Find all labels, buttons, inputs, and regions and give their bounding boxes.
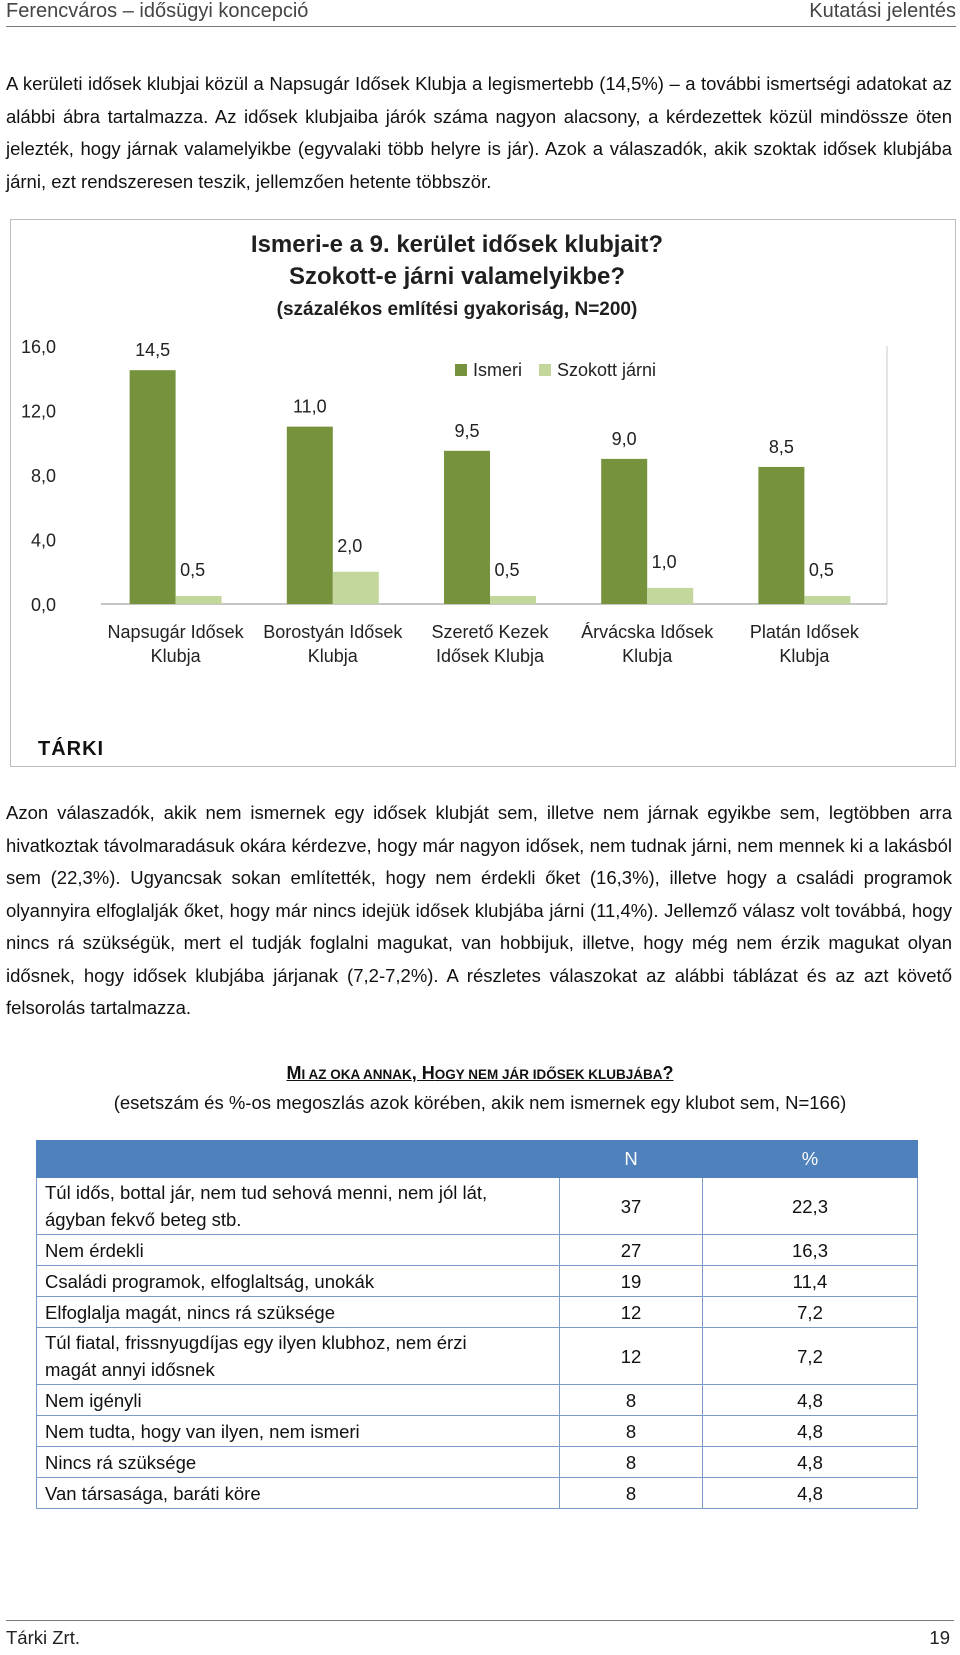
y-tick-label: 8,0 (30, 466, 56, 486)
bar-ismeri (758, 467, 804, 604)
x-category-label: Klubja (779, 646, 830, 666)
y-tick-label: 16,0 (20, 337, 56, 357)
reason-pct-cell: 7,2 (703, 1297, 918, 1328)
reason-label-line: Nincs rá szüksége (45, 1451, 197, 1473)
table-row (37, 1385, 918, 1416)
x-category-label: Árvácska Idősek (581, 622, 714, 642)
reason-n-cell: 37 (560, 1178, 703, 1235)
header-doc-type: Kutatási jelentés (809, 0, 956, 22)
chart-title: Ismeri-e a 9. kerület idősek klubjait? (250, 231, 664, 258)
data-label: 14,5 (135, 340, 171, 361)
reason-label-cell (37, 1266, 560, 1297)
bar-ismeri (601, 459, 647, 604)
x-category-label: Platán Idősek (749, 622, 859, 642)
bar-szokott-jarni (490, 596, 536, 604)
reason-pct-cell: 16,3 (703, 1235, 918, 1266)
title-part-big: ? (662, 1063, 674, 1083)
reason-label-cell (37, 1178, 560, 1235)
data-label: 9,0 (611, 428, 637, 449)
data-label: 2,0 (337, 535, 363, 556)
y-tick-label: 0,0 (30, 595, 56, 615)
chart-note: (százalékos említési gyakoriság, N=200) (276, 299, 638, 320)
legend-label: Szokott járni (557, 360, 657, 380)
x-category-label: Napsugár Idősek (107, 622, 244, 642)
reasons-paragraph: Azon válaszadók, akik nem ismernek egy idősek klubját sem, illetve nem járnak egyikbe sem, legtöbben arra hivatkoztak távolmaradásuk okára kérdezve, hogy már nagyon idősek, nem tudnak járni, nem mennek ki a lakásból sem (22,3%). Ugyancsak sokan említették, hogy nem érdekli őket (16,3%), illetve hogy a családi programok olyannyira elfoglalják őket, hogy már nincs idejük idősek klubjába járni (11,4%). Jellemző válasz volt továbbá, hogy nincs rá szükségük, mert el tudják foglalni magukat, van hobbijuk, illetve, hogy még nem érzik magukat olyan idősnek, hogy idősek klubjába járjanak (7,2-7,2%). A részletes válaszokat az alábbi táblázat és az azt követő felsorolás tartalmazza. (6, 802, 952, 1018)
reason-label-cell (37, 1478, 560, 1509)
reason-label-line: Nem érdekli (45, 1239, 144, 1261)
footer-company: Tárki Zrt. (6, 1627, 80, 1648)
x-category-label: Klubja (150, 646, 201, 666)
header-pct-cell: % (703, 1141, 918, 1178)
reason-label-line: Van társasága, baráti köre (45, 1482, 261, 1504)
bar-szokott-jarni (647, 588, 693, 604)
table-row (37, 1478, 918, 1509)
reason-n-cell: 8 (560, 1416, 703, 1447)
header-label-cell (37, 1141, 560, 1178)
reason-pct-cell: 4,8 (703, 1447, 918, 1478)
legend-swatch-ismeri (455, 364, 467, 376)
data-label: 9,5 (454, 420, 480, 441)
reason-label-cell (37, 1297, 560, 1328)
tarki-logo: TÁRKI (38, 738, 105, 760)
reason-label-cell (37, 1416, 560, 1447)
title-part-big: M (286, 1063, 302, 1083)
reason-pct-cell: 4,8 (703, 1385, 918, 1416)
reason-label-cell (37, 1447, 560, 1478)
legend-swatch-szokott-jarni (539, 364, 551, 376)
data-label: 11,0 (292, 396, 327, 417)
table-row (37, 1447, 918, 1478)
bar-szokott-jarni (804, 596, 850, 604)
reason-label-line: Elfoglalja magát, nincs rá szüksége (45, 1301, 335, 1323)
reason-pct-cell: 7,2 (703, 1328, 918, 1385)
table-title (0, 1063, 960, 1084)
chart-subtitle: Szokott-e járni valamelyikbe? (288, 263, 626, 290)
intro-paragraph: A kerületi idősek klubjai közül a Napsugár Idősek Klubja a legismertebb (14,5%) – a további ismertségi adatokat az alábbi ábra tartalmazza. Az idősek klubjaiba járók száma nagyon alacsony, a kérdezettek közül mindössze öten jelezték, hogy járnak valamelyikbe (egyvalaki több helyre is jár). Azok a válaszadók, akik szoktak idősek klubjába járni, ezt rendszeresen teszik, jellemzően hetente többször. (6, 73, 952, 192)
page-header (6, 0, 956, 27)
reason-n-cell: 8 (560, 1385, 703, 1416)
reason-label-line: Túl fiatal, frissnyugdíjas egy ilyen klubhoz, nem érzi (45, 1332, 467, 1353)
reason-n-cell: 8 (560, 1447, 703, 1478)
reason-n-cell: 27 (560, 1235, 703, 1266)
reason-n-cell: 12 (560, 1328, 703, 1385)
page-footer (6, 1620, 954, 1651)
club-awareness-chart (10, 219, 956, 767)
title-part-small: I AZ OKA ANNAK (301, 1067, 412, 1082)
reason-label-line: Nem tudta, hogy van ilyen, nem ismeri (45, 1420, 360, 1442)
data-label: 0,5 (494, 559, 520, 580)
table-subtitle: (esetszám és %-os megoszlás azok körében, akik nem ismernek egy klubot sem, N=166) (113, 1092, 847, 1113)
data-label: 8,5 (768, 436, 794, 457)
reason-pct-cell: 22,3 (703, 1178, 918, 1235)
title-part-big: , H (411, 1063, 435, 1083)
reason-label-line: Családi programok, elfoglaltság, unokák (45, 1270, 375, 1292)
reason-label-cell (37, 1235, 560, 1266)
bar-ismeri (444, 451, 490, 604)
reason-n-cell: 12 (560, 1297, 703, 1328)
data-label: 0,5 (180, 559, 206, 580)
table-row (37, 1297, 918, 1328)
y-tick-label: 4,0 (30, 530, 56, 551)
y-tick-label: 12,0 (20, 401, 56, 422)
chart-canvas (11, 220, 955, 766)
reason-label-cell (37, 1385, 560, 1416)
table-row (37, 1416, 918, 1447)
data-label: 1,0 (651, 551, 677, 572)
header-n-cell: N (560, 1141, 703, 1178)
reason-label-line: Túl idős, bottal jár, nem tud sehová menni, nem jól lát, (45, 1182, 488, 1203)
reason-label-line: Nem igényli (45, 1389, 142, 1411)
reason-label-line: magát annyi idősnek (45, 1359, 215, 1380)
x-category-label: Borostyán Idősek (263, 622, 403, 642)
legend-label: Ismeri (473, 360, 522, 380)
reason-pct-cell: 4,8 (703, 1416, 918, 1447)
x-category-label: Idősek Klubja (435, 646, 545, 666)
reason-label-cell (37, 1328, 560, 1385)
reasons-table (36, 1140, 918, 1509)
reason-n-cell: 8 (560, 1478, 703, 1509)
table-row (37, 1178, 918, 1235)
bar-szokott-jarni (176, 596, 222, 604)
reason-n-cell: 19 (560, 1266, 703, 1297)
x-category-label: Klubja (622, 646, 673, 666)
reason-pct-cell: 4,8 (703, 1478, 918, 1509)
bar-ismeri (287, 427, 333, 604)
table-row (37, 1266, 918, 1297)
title-part-small: OGY NEM JÁR IDŐSEK KLUBJÁBA (434, 1067, 663, 1082)
bar-szokott-jarni (333, 572, 379, 604)
x-category-label: Szerető Kezek (431, 622, 549, 642)
table-row (37, 1235, 918, 1266)
data-label: 0,5 (808, 559, 834, 580)
page-number: 19 (929, 1627, 950, 1648)
table-row (37, 1328, 918, 1385)
header-doc-title: Ferencváros – idősügyi koncepció (6, 0, 309, 22)
reason-label-line: ágyban fekvő beteg stb. (45, 1209, 242, 1230)
x-category-label: Klubja (307, 646, 358, 666)
reason-pct-cell: 11,4 (703, 1266, 918, 1297)
bar-ismeri (130, 370, 176, 604)
table-header-row (37, 1141, 918, 1178)
